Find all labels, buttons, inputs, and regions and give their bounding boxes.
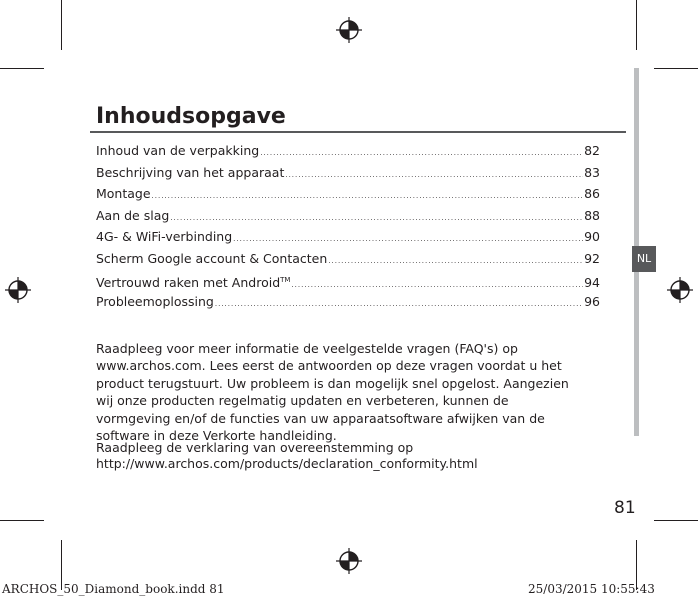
table-of-contents bbox=[96, 140, 600, 313]
toc-entry-page: 96 bbox=[584, 294, 600, 310]
toc-entry-label: Scherm Google account & Contacten bbox=[96, 250, 328, 266]
toc-entry-label-text: Vertrouwd raken met Android bbox=[96, 274, 281, 290]
declaration-note: Raadpleeg de verklaring van overeenstemming op http://www.archos.com/products/declaration_conformity.html bbox=[96, 440, 478, 471]
toc-entry-page: 94 bbox=[584, 274, 600, 290]
page-number: 81 bbox=[614, 498, 636, 518]
language-tab: NL bbox=[632, 246, 656, 272]
toc-entry-label: Inhoud van de verpakking bbox=[96, 143, 260, 158]
toc-entry-label: 4G- & WiFi-verbinding bbox=[96, 229, 233, 245]
toc-entry-page: 90 bbox=[584, 229, 600, 245]
crop-mark-left-upper bbox=[0, 68, 44, 69]
toc-entry[interactable] bbox=[96, 270, 600, 292]
toc-leader-dots bbox=[328, 251, 583, 273]
crop-mark-top-left bbox=[61, 0, 62, 50]
registration-mark-top-icon bbox=[336, 17, 362, 43]
registration-mark-left-icon bbox=[5, 277, 31, 303]
footer-filename: ARCHOS_50_Diamond_book.indd 81 bbox=[2, 582, 225, 596]
toc-entry-label: Aan de slag bbox=[96, 207, 170, 223]
registration-mark-bottom-icon bbox=[336, 548, 362, 574]
toc-entry-label: Beschrijving van het apparaat bbox=[96, 164, 285, 180]
toc-entry-label: Montage bbox=[96, 186, 151, 202]
toc-entry[interactable] bbox=[96, 162, 600, 184]
toc-entry[interactable] bbox=[96, 183, 600, 205]
footer-timestamp: 25/03/2015 10:55:43 bbox=[528, 582, 655, 596]
toc-entry-label bbox=[96, 270, 290, 294]
toc-leader-dots bbox=[260, 143, 583, 165]
crop-mark-left-lower bbox=[0, 520, 44, 521]
toc-entry-page: 82 bbox=[584, 143, 600, 158]
toc-entry[interactable] bbox=[96, 140, 600, 162]
toc-entry[interactable] bbox=[96, 291, 600, 313]
toc-entry-label: Probleemoplossing bbox=[96, 294, 214, 310]
toc-leader-dots bbox=[152, 186, 584, 208]
toc-entry-page: 83 bbox=[584, 164, 600, 180]
crop-mark-top-right bbox=[636, 0, 637, 50]
crop-mark-right-lower bbox=[654, 520, 698, 521]
trademark-superscript: TM bbox=[280, 275, 291, 284]
title-rule bbox=[90, 131, 626, 133]
toc-entry[interactable] bbox=[96, 205, 600, 227]
toc-entry-page: 86 bbox=[584, 186, 600, 202]
toc-leader-dots bbox=[170, 208, 583, 230]
toc-leader-dots bbox=[285, 165, 583, 187]
toc-leader-dots bbox=[215, 294, 583, 316]
toc-entry[interactable] bbox=[96, 248, 600, 270]
toc-entry-page: 92 bbox=[584, 250, 600, 266]
registration-mark-right-icon bbox=[667, 277, 693, 303]
faq-paragraph: Raadpleeg voor meer informatie de veelgestelde vragen (FAQ's) op www.archos.com. Lees eerst de antwoorden op deze vragen voordat u het product terugstuurt. Uw probleem is dan mogelijk snel opgelost. Aangezien wij onze producten regelmatig updaten en verbeteren, kunnen de vormgeving en/of de functies van uw apparaatsoftware afwijken van de software in deze Verkorte handleiding. bbox=[96, 341, 569, 444]
toc-leader-dots bbox=[291, 275, 583, 297]
crop-mark-right-upper bbox=[654, 68, 698, 69]
toc-entry-page: 88 bbox=[584, 207, 600, 223]
page-title: Inhoudsopgave bbox=[96, 104, 286, 129]
toc-entry[interactable] bbox=[96, 226, 600, 248]
